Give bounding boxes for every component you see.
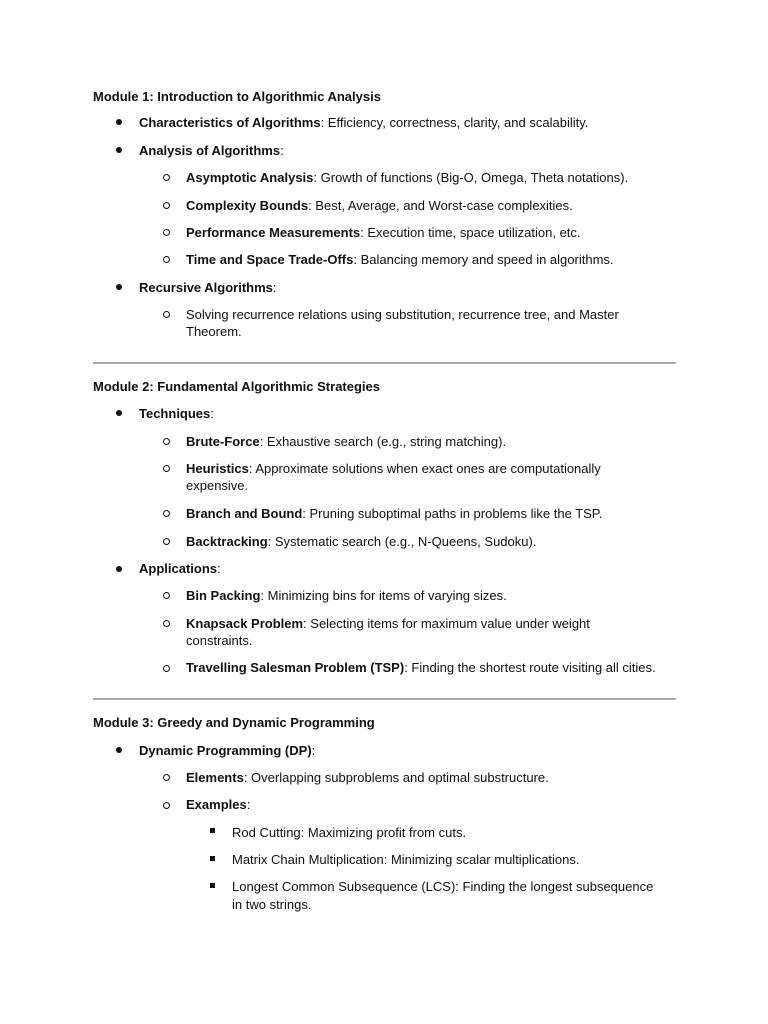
item-text: : [280, 143, 284, 158]
sub-list-item [186, 197, 573, 214]
item-text: : [272, 280, 277, 295]
bullet-circle [163, 256, 170, 263]
item-text: : Efficiency, correctness, clarity, and scalability. [320, 115, 589, 130]
sub-sub-list-item: Longest Common Subsequence (LCS): Finding the longest subsequence [232, 879, 654, 894]
bullet-circle [163, 438, 170, 445]
item-text: : Overlapping subproblems and optimal substructure. [243, 770, 549, 785]
item-text: : [311, 743, 316, 758]
item-text: : Approximate solutions when exact ones are computationally [248, 461, 601, 476]
bullet-circle [163, 202, 170, 209]
sub-list-item-continuation: Theorem. [186, 324, 242, 339]
module-1-title: Module 1: Introduction to Algorithmic Analysis [93, 89, 381, 104]
item-term: Characteristics of Algorithms [139, 115, 321, 130]
sub-list-item [186, 769, 549, 786]
list-item [139, 142, 284, 159]
bullet-dot [116, 147, 122, 153]
item-text: : [246, 797, 251, 812]
item-text: : Systematic search (e.g., N-Queens, Sudoku). [267, 534, 537, 549]
item-text: : Selecting items for maximum value under weight [303, 616, 590, 631]
sub-list-item [186, 796, 250, 813]
bullet-circle [163, 174, 170, 181]
sub-list-item [186, 615, 590, 632]
list-item [139, 742, 315, 759]
bullet-dot [116, 119, 122, 125]
item-text: : Execution time, space utilization, etc. [360, 225, 581, 240]
item-term: Analysis of Algorithms [139, 143, 281, 158]
item-term: Knapsack Problem [186, 616, 304, 631]
item-term: Elements [186, 770, 244, 785]
bullet-circle [163, 229, 170, 236]
bullet-circle [163, 538, 170, 545]
module-3-title: Module 3: Greedy and Dynamic Programming [93, 715, 375, 730]
list-item [139, 560, 221, 577]
item-term: Travelling Salesman Problem (TSP) [186, 660, 405, 675]
sub-list-item [186, 533, 536, 550]
sub-list-item [186, 251, 614, 268]
sub-sub-list-item-continuation: in two strings. [232, 897, 312, 912]
list-item [139, 114, 588, 131]
sub-list-item [186, 460, 601, 477]
section-divider [93, 362, 676, 364]
bullet-circle [163, 592, 170, 599]
bullet-dot [116, 566, 122, 572]
sub-sub-list-item: Matrix Chain Multiplication: Minimizing scalar multiplications. [232, 852, 580, 867]
item-term: Backtracking [186, 534, 268, 549]
bullet-circle [163, 510, 170, 517]
bullet-dot [116, 284, 122, 290]
item-term: Applications [139, 561, 218, 576]
bullet-circle [163, 774, 170, 781]
item-term: Asymptotic Analysis [186, 170, 314, 185]
bullet-square [210, 856, 215, 861]
bullet-circle [163, 311, 170, 318]
item-text: : Best, Average, and Worst-case complexities. [308, 198, 573, 213]
item-term: Heuristics [186, 461, 249, 476]
bullet-circle [163, 665, 170, 672]
sub-list-item: Solving recurrence relations using substitution, recurrence tree, and Master [186, 307, 619, 322]
sub-list-item [186, 505, 602, 522]
item-text: : [210, 406, 214, 421]
list-item [139, 279, 277, 296]
item-term: Branch and Bound [186, 506, 303, 521]
section-divider [93, 698, 676, 700]
item-term: Time and Space Trade-Offs [186, 252, 354, 267]
item-term: Techniques [139, 406, 211, 421]
item-term: Brute-Force [186, 434, 260, 449]
sub-list-item [186, 587, 507, 604]
bullet-dot [116, 747, 122, 753]
item-term: Bin Packing [186, 588, 261, 603]
sub-list-item [186, 169, 628, 186]
bullet-dot [116, 410, 122, 416]
item-text: : Exhaustive search (e.g., string matching). [259, 434, 507, 449]
item-term: Performance Measurements [186, 225, 361, 240]
sub-list-item-continuation: expensive. [186, 478, 249, 493]
item-term: Recursive Algorithms [139, 280, 273, 295]
item-text: : Minimizing bins for items of varying sizes. [260, 588, 507, 603]
module-2-title: Module 2: Fundamental Algorithmic Strategies [93, 379, 380, 394]
sub-list-item [186, 224, 581, 241]
item-text: : Pruning suboptimal paths in problems like the TSP. [302, 506, 603, 521]
sub-sub-list-item: Rod Cutting: Maximizing profit from cuts. [232, 825, 467, 840]
item-text: : Balancing memory and speed in algorithms. [353, 252, 614, 267]
sub-list-item [186, 433, 506, 450]
item-text: : [217, 561, 221, 576]
item-term: Examples [186, 797, 247, 812]
list-item [139, 405, 214, 422]
bullet-circle [163, 465, 170, 472]
bullet-circle [163, 802, 170, 809]
bullet-square [210, 828, 215, 833]
bullet-square [210, 883, 215, 888]
sub-list-item-continuation: constraints. [186, 633, 253, 648]
item-text: : Growth of functions (Big-O, Omega, Theta notations). [313, 170, 629, 185]
sub-list-item [186, 659, 656, 676]
item-term: Complexity Bounds [186, 198, 309, 213]
item-text: : Finding the shortest route visiting all cities. [404, 660, 656, 675]
item-term: Dynamic Programming (DP) [139, 743, 312, 758]
bullet-circle [163, 620, 170, 627]
